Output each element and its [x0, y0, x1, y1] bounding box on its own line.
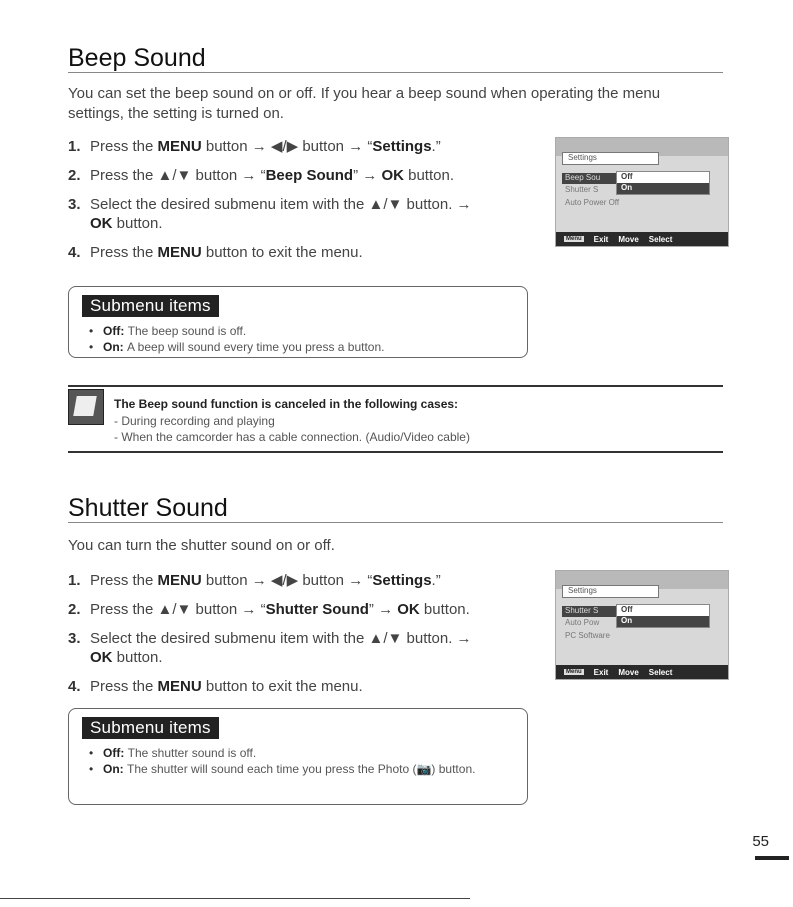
submenu-item-text: The shutter will sound each time you press the Photo (📷) button.: [127, 762, 476, 776]
note-top-rule: [68, 385, 723, 387]
step-number: 1.: [68, 572, 81, 589]
beep-title: Beep Sound: [68, 44, 206, 72]
lcd-row: PC Software: [565, 631, 610, 640]
submenu-header: Submenu items: [82, 717, 219, 739]
lcd-footer: Menu Exit Move Select: [556, 665, 728, 679]
lcd-submenu: [616, 604, 710, 628]
lcd-row: Auto Pow: [565, 618, 600, 627]
lcd-sub-item: Off: [621, 172, 633, 181]
beep-lcd-screenshot: [555, 137, 729, 247]
shutter-submenu-box: [68, 708, 528, 805]
note-bottom-rule: [68, 451, 723, 453]
step-number: 3.: [68, 196, 81, 213]
step-text: Press the MENU button to exit the menu.: [90, 678, 363, 695]
step-text: Press the ▲/▼ button → “Shutter Sound” → OK button.: [90, 601, 470, 618]
step: [68, 571, 498, 590]
step-number: 3.: [68, 630, 81, 647]
step-text: Select the desired submenu item with the ▲/▼ button. → OK button.: [90, 630, 472, 666]
lcd-footer-move: Move: [618, 234, 639, 244]
page-number-bar: [755, 856, 789, 860]
step-number: 2.: [68, 167, 81, 184]
step: [68, 195, 498, 233]
note-icon: [68, 389, 104, 425]
shutter-title: Shutter Sound: [68, 494, 228, 522]
step-number: 4.: [68, 244, 81, 261]
lcd-row: Auto Power Off: [565, 198, 620, 207]
lcd-footer-exit: Exit: [593, 667, 609, 677]
step-text: Press the ▲/▼ button → “Beep Sound” → OK button.: [90, 167, 454, 184]
shutter-lcd-screenshot: [555, 570, 729, 680]
lcd-footer-select: Select: [648, 234, 673, 244]
note-block: [68, 385, 723, 455]
lcd-row: Shutter S: [562, 606, 645, 617]
submenu-header: Submenu items: [82, 295, 219, 317]
shutter-steps: [68, 571, 498, 706]
lcd-footer-select: Select: [648, 667, 673, 677]
step: [68, 243, 498, 262]
step-text: Press the MENU button → ◀/▶ button → “Settings.”: [90, 572, 441, 589]
submenu-list: [69, 323, 527, 355]
lcd-sub-item: On: [617, 183, 709, 194]
submenu-list: [69, 745, 527, 777]
footer-rule: [0, 898, 470, 899]
submenu-item-text: A beep will sound every time you press a button.: [127, 340, 385, 354]
submenu-item: [89, 339, 527, 355]
submenu-item-label: Off:: [103, 746, 128, 760]
lcd-sub-item: On: [617, 616, 709, 627]
submenu-item-text: The shutter sound is off.: [127, 746, 257, 760]
lcd-footer-move: Move: [618, 667, 639, 677]
note-item: - When the camcorder has a cable connection. (Audio/Video cable): [114, 430, 470, 444]
submenu-item-label: Off:: [103, 324, 128, 338]
beep-title-rule: [68, 72, 723, 73]
submenu-item-label: On:: [103, 340, 127, 354]
shutter-title-rule: [68, 522, 723, 523]
lcd-row: Shutter S: [565, 185, 599, 194]
submenu-item: [89, 323, 527, 339]
step-text: Press the MENU button → ◀/▶ button → “Settings.”: [90, 138, 441, 155]
step: [68, 166, 498, 185]
step-text: Press the MENU button to exit the menu.: [90, 244, 363, 261]
submenu-item: [89, 761, 527, 777]
lcd-footer: Menu Exit Move Select: [556, 232, 728, 246]
step-text: Select the desired submenu item with the ▲/▼ button. → OK button.: [90, 196, 472, 232]
note-item: - During recording and playing: [114, 414, 275, 428]
note-title: The Beep sound function is canceled in the following cases:: [114, 397, 459, 411]
beep-intro: You can set the beep sound on or off. If you hear a beep sound when operating the menu settings, the setting is turned on.: [68, 85, 661, 122]
shutter-intro: You can turn the shutter sound on or off.: [68, 537, 335, 554]
step: [68, 677, 498, 696]
step: [68, 629, 498, 667]
beep-steps: [68, 137, 498, 272]
lcd-row: Beep Sou: [562, 173, 645, 184]
lcd-sub-item: Off: [621, 605, 633, 614]
beep-submenu-box: [68, 286, 528, 358]
submenu-item: [89, 745, 527, 761]
submenu-item-label: On:: [103, 762, 127, 776]
step-number: 1.: [68, 138, 81, 155]
lcd-tab: Settings: [562, 585, 659, 598]
step-number: 4.: [68, 678, 81, 695]
lcd-footer-exit: Exit: [593, 234, 609, 244]
lcd-tab: Settings: [562, 152, 659, 165]
lcd-submenu: [616, 171, 710, 195]
step-number: 2.: [68, 601, 81, 618]
step: [68, 137, 498, 156]
step: [68, 600, 498, 619]
submenu-item-text: The beep sound is off.: [127, 324, 247, 338]
page-number: 55: [752, 833, 769, 850]
